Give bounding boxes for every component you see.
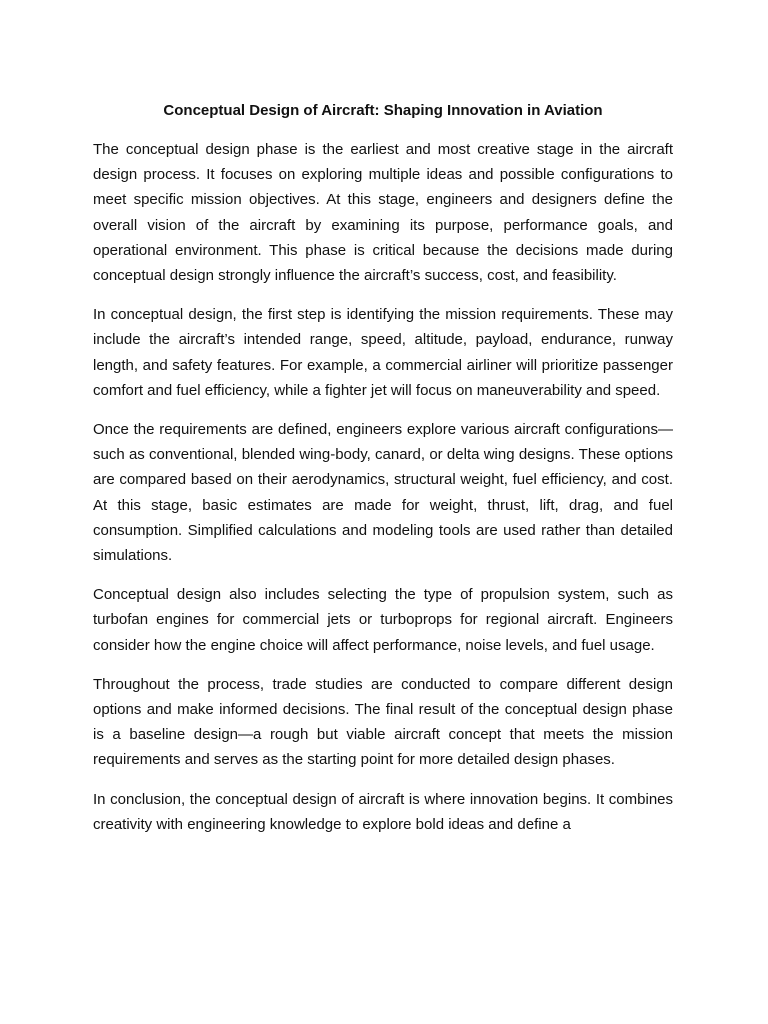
paragraph-configurations: Once the requirements are defined, engineers explore various aircraft configurations—such as conventional, blended wing-body, canard, or delta wing designs. These options are compared based on their aerodynamics, structural weight, fuel efficiency, and cost. At this stage, basic estimates are made for weight, thrust, lift, drag, and fuel consumption. Simplified calculations and modeling tools are used rather than detailed simulations. bbox=[93, 421, 673, 565]
paragraph-mission-requirements: In conceptual design, the first step is identifying the mission requirements. These may include the aircraft’s intended range, speed, altitude, payload, endurance, runway length, and safety features. For example, a commercial airliner will prioritize passenger comfort and fuel efficiency, while a fighter jet will focus on maneuverability and speed. bbox=[93, 306, 673, 399]
document-page bbox=[93, 98, 673, 837]
paragraph-propulsion: Conceptual design also includes selecting the type of propulsion system, such as turbofan engines for commercial jets or turboprops for regional aircraft. Engineers consider how the engine choice will affect performance, noise levels, and fuel usage. bbox=[93, 586, 673, 654]
paragraph-trade-studies: Throughout the process, trade studies are conducted to compare different design options and make informed decisions. The final result of the conceptual design phase is a baseline design—a rough but viable aircraft concept that meets the mission requirements and serves as the starting point for more detailed design phases. bbox=[93, 675, 673, 769]
document-title: Conceptual Design of Aircraft: Shaping Innovation in Aviation bbox=[163, 102, 603, 119]
paragraph-conclusion: In conclusion, the conceptual design of aircraft is where innovation begins. It combines creativity with engineering knowledge to explore bold ideas and define a bbox=[93, 790, 673, 833]
paragraph-intro: The conceptual design phase is the earliest and most creative stage in the aircraft design process. It focuses on exploring multiple ideas and possible configurations to meet specific mission objectives. At this stage, engineers and designers define the overall vision of the aircraft by examining its purpose, performance goals, and operational environment. This phase is critical because the decisions made during conceptual design strongly influence the aircraft’s success, cost, and feasibility. bbox=[93, 141, 673, 285]
